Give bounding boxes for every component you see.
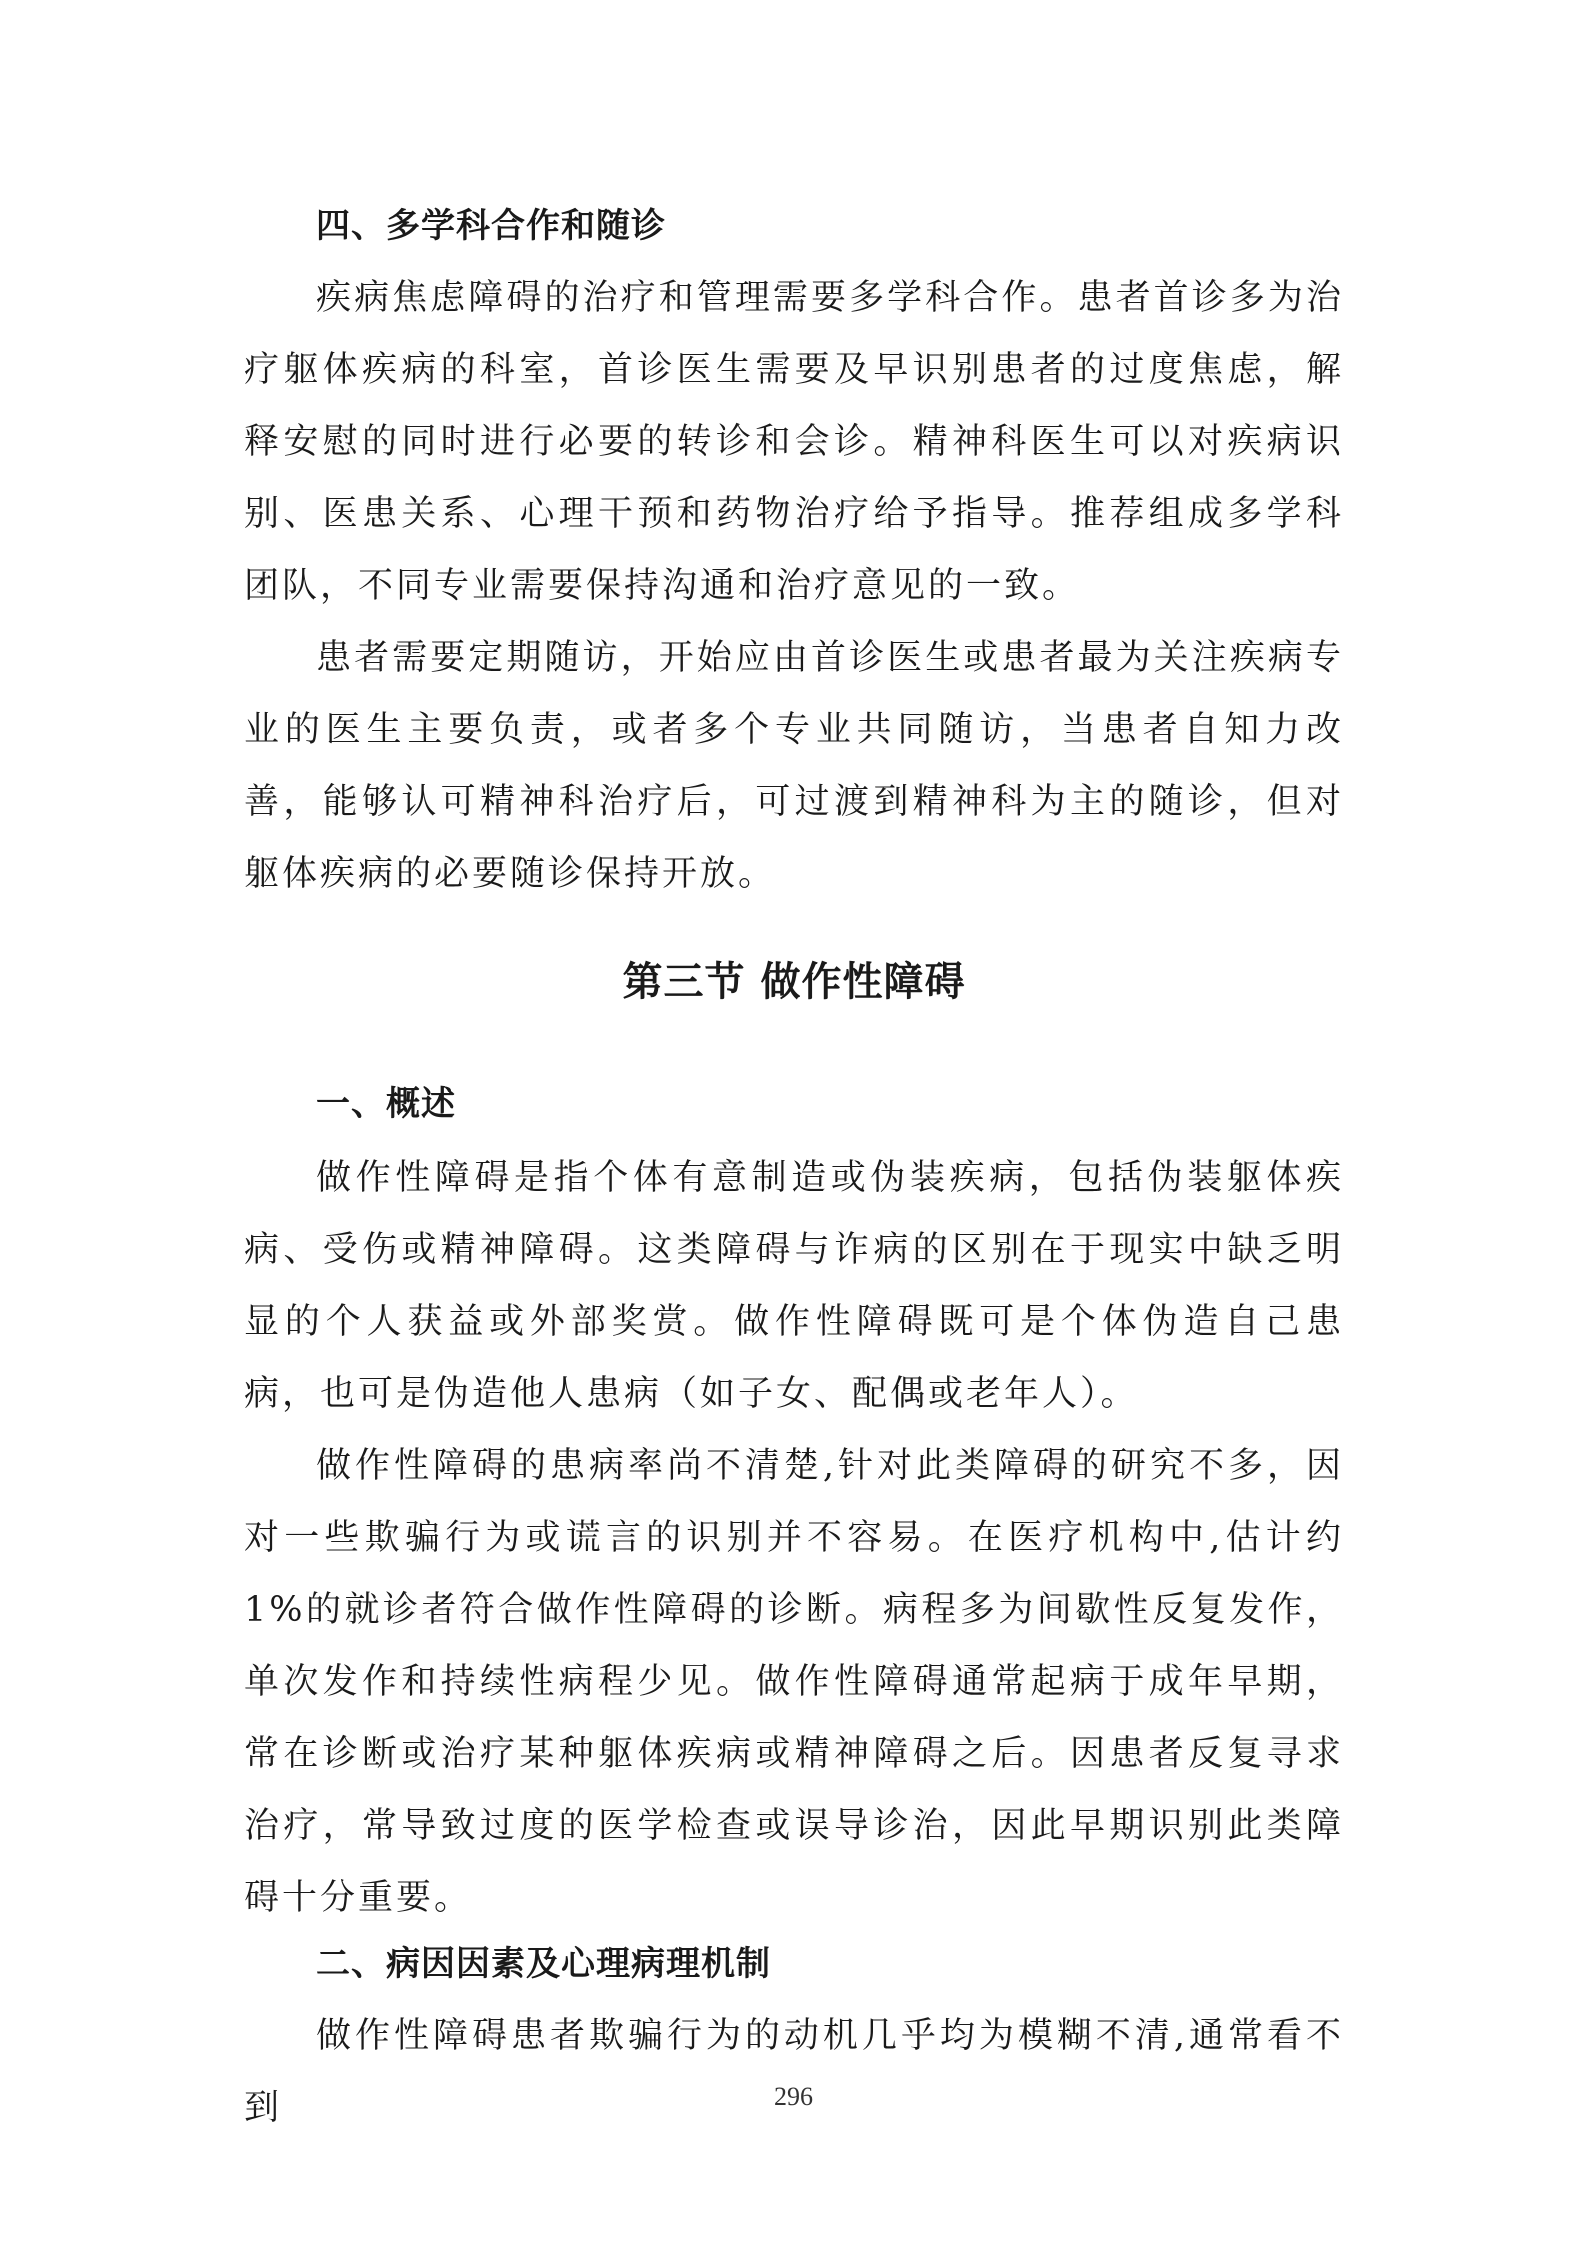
heading-overview: 一、概述 <box>316 1084 456 1124</box>
section-title-factitious-disorder: 第三节 做作性障碍 <box>622 959 966 1005</box>
heading-multidisciplinary-followup: 四、多学科合作和随诊 <box>316 206 666 246</box>
document-page <box>244 188 1344 2144</box>
page-number: 296 <box>774 2082 813 2111</box>
paragraph-prevalence: 做作性障碍的患病率尚不清楚,针对此类障碍的研究不多，因对一些欺骗行为或谎言的识别并不容易。在医疗机构中,估计约 1%的就诊者符合做作性障碍的诊断。病程多为间歇性反复发作，单次发作和持续性病程少见。做作性障碍通常起病于成年早期，常在诊断或治疗某种躯体疾病或精神障碍之后。因患者反复寻求治疗，常导致过度的医学检查或误导诊治，因此早期识别此类障碍十分重要。 <box>244 1446 1344 1918</box>
paragraph-followup: 患者需要定期随访，开始应由首诊医生或患者最为关注疾病专业的医生主要负责，或者多个专业共同随访，当患者自知力改善，能够认可精神科治疗后，可过渡到精神科为主的随诊，但对躯体疾病的必要随诊保持开放。 <box>244 638 1344 894</box>
paragraph-etiology: 做作性障碍患者欺骗行为的动机几乎均为模糊不清,通常看不到 <box>244 2016 1344 2128</box>
heading-etiology: 二、病因因素及心理病理机制 <box>316 1944 771 1984</box>
paragraph-multidisciplinary: 疾病焦虑障碍的治疗和管理需要多学科合作。患者首诊多为治疗躯体疾病的科室，首诊医生需要及早识别患者的过度焦虑，解释安慰的同时进行必要的转诊和会诊。精神科医生可以对疾病识别、医患关系、心理干预和药物治疗给予指导。推荐组成多学科团队，不同专业需要保持沟通和治疗意见的一致。 <box>244 278 1344 606</box>
paragraph-definition: 做作性障碍是指个体有意制造或伪装疾病，包括伪装躯体疾病、受伤或精神障碍。这类障碍与诈病的区别在于现实中缺乏明显的个人获益或外部奖赏。做作性障碍既可是个体伪造自己患病，也可是伪造他人患病（如子女、配偶或老年人）。 <box>244 1158 1344 1414</box>
